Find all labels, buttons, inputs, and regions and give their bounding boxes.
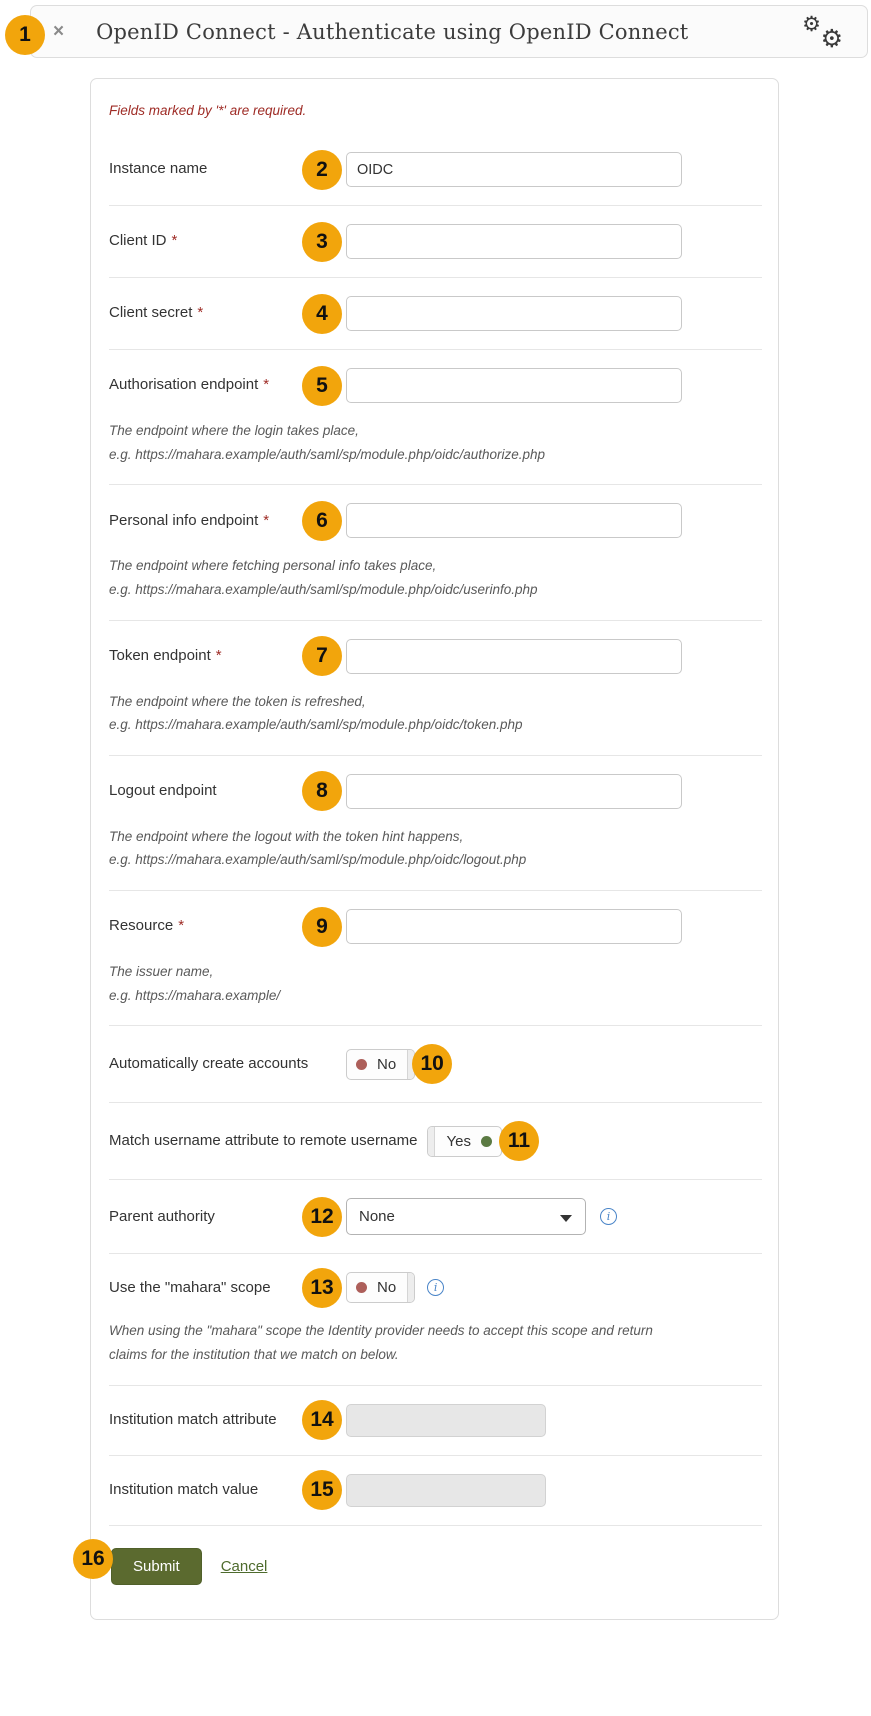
help-line: e.g. https://mahara.example/auth/saml/sp/module.php/oidc/logout.php	[109, 852, 527, 868]
field-help	[109, 690, 762, 737]
help-line: The issuer name,	[109, 964, 214, 979]
help-line: e.g. https://mahara.example/auth/saml/sp/module.php/oidc/token.php	[109, 717, 523, 733]
label-text: Logout endpoint	[109, 782, 217, 800]
field-control	[310, 1404, 762, 1437]
callout-badge-1: 1	[5, 15, 45, 55]
resource-input[interactable]	[346, 909, 682, 944]
help-line: The endpoint where the token is refreshed,	[109, 693, 366, 709]
instance-name-input[interactable]	[346, 152, 682, 187]
callout-badge-9: 9	[302, 907, 342, 947]
row-logout-endpoint	[109, 755, 762, 890]
callout-badge-13: 13	[302, 1268, 342, 1308]
required-asterisk: *	[263, 511, 270, 529]
help-line: e.g. https://mahara.example/auth/saml/sp/module.php/oidc/authorize.php	[109, 446, 546, 462]
close-icon[interactable]: ×	[53, 21, 65, 42]
row-mahara-scope	[109, 1253, 762, 1384]
label-text: Instance name	[109, 160, 208, 178]
row-resource	[109, 890, 762, 1025]
callout-badge-16: 16	[73, 1539, 113, 1579]
label-text: Institution match value	[109, 1480, 259, 1498]
callout-badge-14: 14	[302, 1400, 342, 1440]
field-control	[316, 774, 762, 809]
info-icon[interactable]: i	[427, 1279, 444, 1296]
toggle-off-dot-icon	[356, 1059, 367, 1070]
field-control	[310, 1272, 762, 1303]
match-username-toggle[interactable]	[427, 1126, 501, 1157]
callout-badge-8: 8	[302, 771, 342, 811]
callout-badge-15: 15	[302, 1470, 342, 1510]
toggle-state: Yes	[446, 1132, 471, 1150]
submit-button[interactable]: Submit	[111, 1548, 202, 1585]
label-text: Client secret	[109, 304, 193, 322]
row-match-username	[109, 1102, 762, 1179]
help-line: e.g. https://mahara.example/auth/saml/sp/module.php/oidc/userinfo.php	[109, 581, 538, 597]
form-panel	[81, 78, 779, 1620]
help-line: The endpoint where fetching personal info takes place,	[109, 558, 437, 574]
field-control	[316, 368, 762, 403]
field-control	[316, 503, 762, 538]
field-control	[316, 224, 762, 259]
client-id-input[interactable]	[346, 224, 682, 259]
callout-badge-11: 11	[499, 1121, 539, 1161]
required-asterisk: *	[178, 917, 185, 935]
help-line: The endpoint where the login takes place,	[109, 423, 359, 438]
field-control	[316, 909, 762, 944]
gear-icon: ⚙	[820, 24, 843, 53]
field-help	[109, 554, 762, 601]
field-help	[109, 825, 762, 872]
parent-authority-select[interactable]	[346, 1198, 586, 1235]
institution-match-attribute-input	[346, 1404, 546, 1437]
form-actions	[81, 1525, 762, 1593]
settings-gears-icon[interactable]	[793, 10, 845, 54]
field-control	[310, 1198, 762, 1235]
dialog-titlebar	[19, 5, 868, 58]
label-text: Match username attribute to remote username	[109, 1132, 418, 1150]
label-text: Resource	[109, 917, 174, 935]
select-value: None	[359, 1208, 395, 1226]
field-control	[316, 296, 762, 331]
required-asterisk: *	[215, 646, 222, 664]
automatically-create-accounts-toggle[interactable]	[346, 1049, 415, 1080]
toggle-off-dot-icon	[356, 1282, 367, 1293]
required-note: Fields marked by '*' are required.	[109, 103, 307, 118]
personal-info-endpoint-input[interactable]	[346, 503, 682, 538]
label-text: Authorisation endpoint	[109, 376, 259, 394]
required-asterisk: *	[197, 304, 204, 322]
field-control	[316, 152, 762, 187]
required-asterisk: *	[171, 232, 178, 250]
row-personal-info-endpoint	[109, 484, 762, 619]
token-endpoint-input[interactable]	[346, 639, 682, 674]
row-institution-match-attribute	[109, 1385, 762, 1455]
gear-icon: ⚙	[802, 12, 821, 36]
field-control	[316, 639, 762, 674]
toggle-track	[407, 1273, 414, 1302]
help-line: claims for the institution that we match on below.	[109, 1346, 399, 1362]
required-asterisk: *	[263, 376, 270, 394]
help-line: When using the "mahara" scope the Identity provider needs to accept this scope and return	[109, 1323, 653, 1339]
label-text: Use the "mahara" scope	[109, 1278, 271, 1296]
label-text: Institution match attribute	[109, 1410, 277, 1428]
toggle-on-dot-icon	[481, 1136, 492, 1147]
label-text: Automatically create accounts	[109, 1055, 309, 1073]
label-text: Token endpoint	[109, 646, 211, 664]
authorisation-endpoint-input[interactable]	[346, 368, 682, 403]
row-instance-name	[109, 134, 762, 205]
help-line: The endpoint where the logout with the token hint happens,	[109, 828, 464, 844]
field-label	[109, 1054, 346, 1074]
row-authorisation-endpoint	[109, 349, 762, 484]
row-token-endpoint	[109, 620, 762, 755]
client-secret-input[interactable]	[346, 296, 682, 331]
row-client-secret	[109, 277, 762, 349]
callout-badge-4: 4	[302, 294, 342, 334]
label-text: Client ID	[109, 232, 167, 250]
label-text: Personal info endpoint	[109, 511, 259, 529]
row-client-id	[109, 205, 762, 277]
field-help	[109, 419, 762, 466]
toggle-track	[428, 1127, 435, 1156]
callout-badge-10: 10	[412, 1044, 452, 1084]
chevron-down-icon	[560, 1215, 572, 1222]
mahara-scope-toggle[interactable]	[346, 1272, 415, 1303]
dialog-title: OpenID Connect - Authenticate using OpenID Connect	[96, 19, 689, 44]
info-icon[interactable]: i	[600, 1208, 617, 1225]
callout-badge-3: 3	[302, 222, 342, 262]
institution-match-value-input	[346, 1474, 546, 1507]
callout-badge-12: 12	[302, 1197, 342, 1237]
label-text: Parent authority	[109, 1207, 215, 1225]
help-line: e.g. https://mahara.example/	[109, 987, 281, 1003]
field-label	[109, 1131, 427, 1151]
cancel-link[interactable]: Cancel	[220, 1557, 268, 1575]
field-help	[109, 1319, 762, 1366]
callout-badge-2: 2	[302, 150, 342, 190]
callout-badge-5: 5	[302, 366, 342, 406]
row-auto-create-accounts	[109, 1025, 762, 1102]
callout-badge-6: 6	[302, 501, 342, 541]
field-control	[310, 1474, 762, 1507]
callout-badge-7: 7	[302, 636, 342, 676]
toggle-state: No	[377, 1279, 397, 1297]
field-help	[109, 960, 762, 1007]
toggle-state: No	[377, 1055, 397, 1073]
logout-endpoint-input[interactable]	[346, 774, 682, 809]
row-parent-authority	[109, 1179, 762, 1253]
field-control	[346, 1044, 762, 1084]
row-institution-match-value	[109, 1455, 762, 1525]
